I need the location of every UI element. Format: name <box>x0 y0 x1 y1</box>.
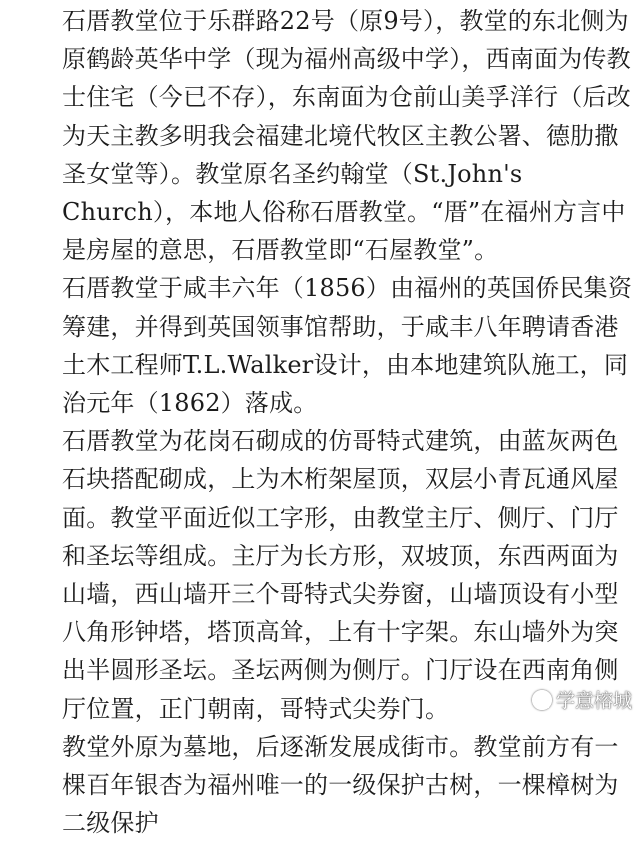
logo-icon <box>532 690 552 710</box>
paragraph-1: 石厝教堂位于乐群路22号（原9号），教堂的东北侧为原鹤龄英华中学（现为福州高级中学），西南面为传教士住宅（今已不存），东南面为仓前山美孚洋行（后改为天主教多明我会福建北境代牧区主教公署、德肋撒圣女堂等）。教堂原名圣约翰堂（St.John's Church），本地人俗称石厝教堂。“厝”在福州方言中是房屋的意思，石厝教堂即“石屋教堂”。 <box>62 7 631 265</box>
paragraph-4: 教堂外原为墓地，后逐渐发展成街市。教堂前方有一棵百年银杏为福州唯一的一级保护古树，一棵樟树为二级保护 <box>62 732 619 838</box>
watermark <box>532 686 632 713</box>
paragraph-2: 石厝教堂于咸丰六年（1856）由福州的英国侨民集资筹建，并得到英国领事馆帮助，于咸丰八年聘请香港土木工程师T.L.Walker设计，由本地建筑队施工，同治元年（1862）落成。 <box>62 274 633 418</box>
watermark-text: 学意榕城 <box>555 690 632 712</box>
paragraph-3: 石厝教堂为花岗石砌成的仿哥特式建筑，由蓝灰两色石块搭配砌成，上为木桁架屋顶，双层小青瓦通风屋面。教堂平面近似工字形，由教堂主厅、侧厅、门厅和圣坛等组成。主厅为长方形，双坡顶，东西两面为山墙，西山墙开三个哥特式尖券窗，山墙顶设有小型八角形钟塔，塔顶高耸，上有十字架。东山墙外为突出半圆形圣坛。圣坛两侧为侧厅。门厅设在西南角侧厅位置，正门朝南，哥特式尖券门。 <box>62 427 619 723</box>
